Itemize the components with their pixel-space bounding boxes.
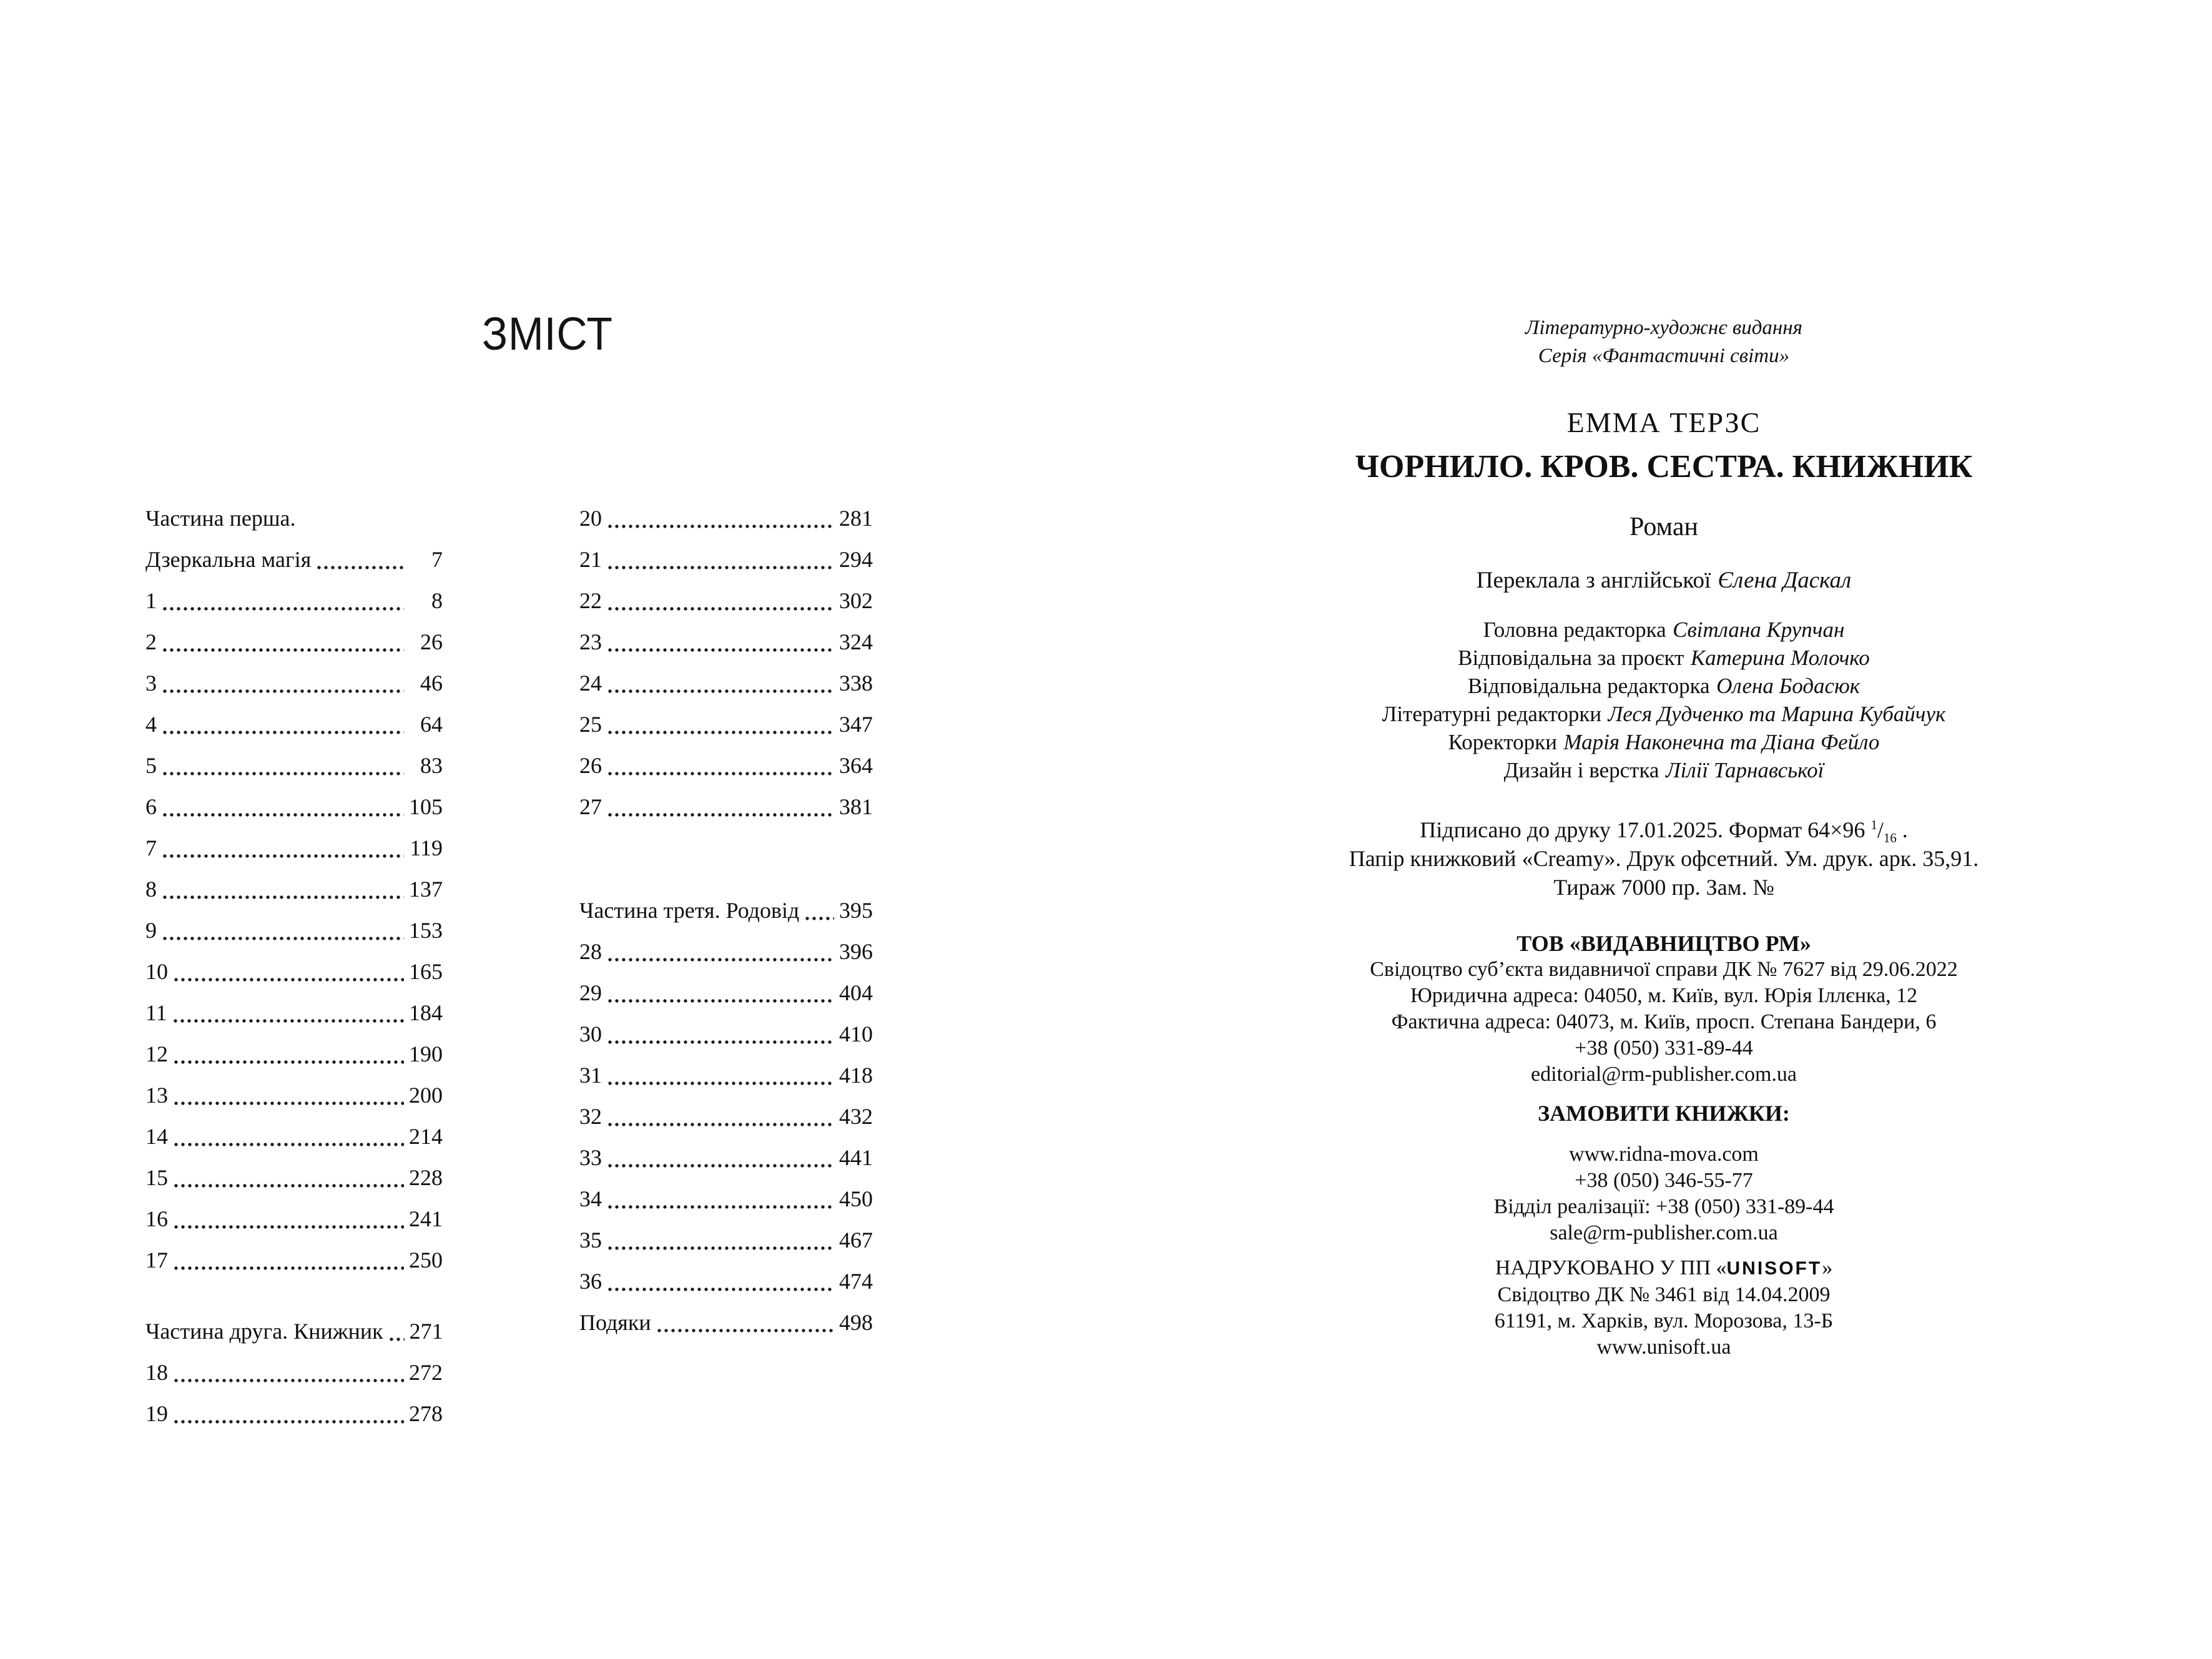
- toc-entry-label: 25: [579, 712, 602, 737]
- toc-dot-leader: [608, 689, 834, 693]
- toc-entry: [145, 498, 443, 539]
- sales-email: sale@rm-publisher.com.ua: [1550, 1221, 1778, 1244]
- credit-name: Світлана Крупчан: [1673, 618, 1845, 642]
- toc-entry: [145, 1075, 443, 1116]
- toc-entry-label: 19: [145, 1401, 168, 1426]
- credit-role: Головна редакторка: [1483, 618, 1666, 642]
- toc-dot-leader: [608, 958, 834, 962]
- toc-entry: [579, 580, 873, 621]
- order-books-heading: ЗАМОВИТИ КНИЖКИ:: [1538, 1101, 1790, 1126]
- toc-entry-page: 396: [839, 939, 873, 964]
- toc-entry-label: 14: [145, 1124, 168, 1149]
- toc-entry-label: 22: [579, 588, 602, 613]
- toc-dot-leader: [174, 1184, 404, 1188]
- publisher-legal-address: Юридична адреса: 04050, м. Київ, вул. Юрія Іллєнка, 12: [1410, 984, 1918, 1007]
- toc-entry: [145, 1311, 443, 1352]
- toc-entry-label: 30: [579, 1021, 602, 1046]
- toc-entry-page: 432: [839, 1104, 873, 1129]
- printer-line: НАДРУКОВАНО У ПП «UNISOFT»: [1495, 1256, 1833, 1279]
- credit-row: [1171, 672, 2157, 700]
- toc-entry: [145, 539, 443, 580]
- toc-dot-leader: [163, 937, 404, 940]
- toc-entry-label: 34: [579, 1186, 602, 1211]
- credit-role: Відповідальна за проєкт: [1458, 646, 1684, 670]
- translator-line: [1171, 566, 2157, 595]
- toc-dot-leader: [608, 524, 834, 528]
- toc-entry-label: 5: [145, 753, 157, 778]
- toc-entry: [579, 1137, 873, 1178]
- toc-entry: [145, 951, 443, 992]
- credits-block: [1171, 616, 2157, 784]
- toc-dot-leader: [608, 999, 834, 1003]
- toc-entry-page: 228: [409, 1165, 443, 1190]
- toc-dot-leader: [174, 1019, 404, 1023]
- toc-entry: [145, 745, 443, 786]
- toc-entry-label: 13: [145, 1083, 168, 1108]
- toc-entry-page: 105: [409, 794, 443, 819]
- printer-address: 61191, м. Харків, вул. Морозова, 13-Б: [1494, 1309, 1834, 1332]
- translator-role-label: Переклала з англійської: [1476, 568, 1711, 593]
- toc-dot-leader: [174, 1379, 404, 1382]
- toc-entry-page: 364: [839, 753, 873, 778]
- toc-entry: [579, 704, 873, 745]
- toc-dot-leader: [608, 1205, 834, 1209]
- sales-department-phone: Відділ реалізації: +38 (050) 331-89-44: [1493, 1195, 1834, 1218]
- series-line: Серія «Фантастичні світи»: [1538, 345, 1790, 367]
- toc-entry-label: 6: [145, 794, 157, 819]
- credit-role: Літературні редакторки: [1382, 702, 1602, 726]
- toc-dot-leader: [608, 566, 834, 569]
- toc-entry-label: 7: [145, 835, 157, 860]
- toc-entry: [145, 1239, 443, 1281]
- author-name: ЕММА ТЕРЗС: [1566, 406, 1761, 438]
- toc-entry-page: 347: [839, 712, 873, 737]
- order-phone: +38 (050) 346-55-77: [1575, 1169, 1753, 1192]
- toc-dot-leader: [163, 689, 404, 693]
- toc-entry-label: 29: [579, 980, 602, 1005]
- toc-dot-leader: [163, 731, 404, 734]
- toc-dot-leader: [174, 1060, 404, 1064]
- toc-entry: [579, 745, 873, 786]
- toc-dot-leader: [163, 648, 404, 652]
- toc-title: ЗМІСТ: [482, 308, 613, 360]
- toc-entry: [579, 1055, 873, 1096]
- toc-entry-label: 23: [579, 629, 602, 654]
- toc-entry-page: 281: [839, 506, 873, 531]
- toc-entry-label: 36: [579, 1269, 602, 1294]
- print-info-line-2: Папір книжковий «Creamy». Друк офсетний. Ум. друк. арк. 35,91.: [1349, 846, 1979, 871]
- toc-entry-page: 450: [839, 1186, 873, 1211]
- format-fraction-denominator: 16: [1883, 830, 1897, 846]
- toc-entry-page: 7: [431, 547, 443, 572]
- toc-entry-label: Подяки: [579, 1310, 651, 1335]
- toc-entry-page: 324: [839, 629, 873, 654]
- toc-entry: [145, 1393, 443, 1434]
- toc-entry: [579, 786, 873, 827]
- publisher-certificate: Свідоцтво суб’єкта видавничої справи ДК № 7627 від 29.06.2022: [1370, 958, 1958, 981]
- credit-row: [1171, 756, 2157, 784]
- toc-entry: [579, 972, 873, 1013]
- toc-entry-label: Дзеркальна магія: [145, 547, 312, 572]
- toc-entry-label: 3: [145, 671, 157, 696]
- toc-entry-label: 28: [579, 939, 602, 964]
- toc-entry: [579, 621, 873, 662]
- toc-entry-page: 302: [839, 588, 873, 613]
- toc-dot-leader: [608, 813, 834, 817]
- print-info-line-1: Підписано до друку 17.01.2025. Формат 64×96 $^1/_{16}$ .: [1420, 817, 1908, 846]
- toc-entry-label: 2: [145, 629, 157, 654]
- toc-column-1: [145, 498, 443, 1434]
- toc-dot-leader: [608, 1246, 834, 1250]
- toc-entry-page: 190: [409, 1041, 443, 1066]
- toc-entry-page: 418: [839, 1063, 873, 1088]
- toc-entry: [579, 1302, 873, 1343]
- toc-entry-label: Частина друга. Книжник: [145, 1319, 383, 1344]
- toc-entry-label: 33: [579, 1145, 602, 1170]
- credit-role: Відповідальна редакторка: [1467, 674, 1710, 698]
- credit-role: Дизайн і верстка: [1503, 758, 1659, 782]
- toc-entry: [579, 662, 873, 704]
- toc-entry-label: Частина перша.: [145, 506, 296, 531]
- toc-entry-page: 404: [839, 980, 873, 1005]
- toc-dot-leader: [608, 1164, 834, 1168]
- publisher-phone: +38 (050) 331-89-44: [1575, 1036, 1753, 1060]
- credit-name: Олена Бодасюк: [1716, 674, 1861, 698]
- toc-entry-label: 11: [145, 1000, 167, 1025]
- toc-entry-page: 8: [431, 588, 443, 613]
- toc-entry-label: 15: [145, 1165, 168, 1190]
- toc-dot-leader: [163, 895, 404, 899]
- toc-dot-leader: [317, 566, 404, 569]
- print-info-line-3: Тираж 7000 пр. Зам. №: [1553, 875, 1774, 900]
- toc-entry-label: 27: [579, 794, 602, 819]
- edition-type-line: Літературно-художнє видання: [1525, 317, 1802, 339]
- toc-entry-page: 338: [839, 671, 873, 696]
- toc-entry-label: 12: [145, 1041, 168, 1066]
- toc-entry-page: 165: [409, 959, 443, 984]
- book-title: ЧОРНИЛО. КРОВ. СЕСТРА. КНИЖНИК: [1355, 449, 1973, 485]
- toc-entry-page: 250: [409, 1248, 443, 1273]
- publisher-name: ТОВ «ВИДАВНИЦТВО РМ»: [1516, 931, 1811, 956]
- toc-entry-page: 278: [409, 1401, 443, 1426]
- toc-entry-label: 10: [145, 959, 168, 984]
- format-fraction-slash: /: [1877, 817, 1884, 842]
- credit-row: [1171, 616, 2157, 644]
- toc-entry-page: 184: [409, 1000, 443, 1025]
- toc-dot-leader: [608, 1040, 834, 1044]
- toc-entry: [145, 992, 443, 1033]
- toc-entry: [579, 1096, 873, 1137]
- toc-entry-label: 20: [579, 506, 602, 531]
- printer-brand: UNISOFT: [1726, 1258, 1822, 1279]
- toc-entry-page: 119: [410, 835, 443, 860]
- toc-dot-leader: [163, 813, 404, 817]
- toc-entry-page: 46: [420, 671, 443, 696]
- toc-entry-page: 498: [839, 1310, 873, 1335]
- edition-block: [1171, 314, 2157, 370]
- toc-entry-page: 410: [839, 1021, 873, 1046]
- toc-dot-leader: [608, 731, 834, 734]
- toc-entry-page: 137: [409, 877, 443, 902]
- toc-dot-leader: [163, 607, 404, 611]
- toc-entry-label: 21: [579, 547, 602, 572]
- toc-entry: [145, 786, 443, 827]
- toc-entry: [579, 1219, 873, 1261]
- toc-dot-leader: [163, 854, 404, 858]
- toc-entry-page: 26: [420, 629, 443, 654]
- publisher-actual-address: Фактична адреса: 04073, м. Київ, просп. Степана Бандери, 6: [1391, 1010, 1937, 1033]
- toc-entry: [579, 1261, 873, 1302]
- toc-entry-label: 9: [145, 918, 157, 943]
- toc-entry-label: Частина третя. Родовід: [579, 898, 800, 923]
- toc-entry-page: 467: [839, 1228, 873, 1253]
- toc-dot-leader: [174, 1143, 404, 1146]
- toc-dot-leader: [174, 1266, 404, 1270]
- toc-entry: [579, 1013, 873, 1055]
- toc-dot-leader: [657, 1329, 834, 1332]
- toc-dot-leader: [174, 1101, 404, 1105]
- format-fraction-numerator: 1: [1870, 817, 1877, 832]
- publisher-block: [1171, 930, 2157, 1088]
- credit-row: [1171, 644, 2157, 672]
- colophon-page: [1171, 314, 2157, 1361]
- toc-entry-label: 24: [579, 671, 602, 696]
- toc-entry: [579, 498, 873, 539]
- toc-entry-label: 4: [145, 712, 157, 737]
- toc-dot-leader: [174, 1225, 404, 1229]
- toc-entry-page: 474: [839, 1269, 873, 1294]
- toc-entry: [145, 1033, 443, 1075]
- toc-entry: [145, 580, 443, 621]
- toc-entry: [145, 621, 443, 662]
- order-website: www.ridna-mova.com: [1569, 1143, 1759, 1166]
- toc-entry: [145, 827, 443, 869]
- toc-dot-leader: [390, 1337, 405, 1341]
- toc-entry-label: 17: [145, 1248, 168, 1273]
- toc-entry: [145, 869, 443, 910]
- toc-entry: [145, 1157, 443, 1198]
- toc-entry: [145, 1116, 443, 1157]
- toc-entry-page: 64: [420, 712, 443, 737]
- toc-entry: [579, 931, 873, 972]
- printer-block: [1171, 1255, 2157, 1361]
- toc-entry-page: 153: [409, 918, 443, 943]
- toc-dot-leader: [608, 648, 834, 652]
- toc-entry-page: 441: [839, 1145, 873, 1170]
- toc-dot-leader: [608, 1287, 834, 1291]
- credit-name: Марія Наконечна та Діана Фейло: [1563, 730, 1880, 754]
- toc-dot-leader: [608, 607, 834, 611]
- credit-name: Катерина Молочко: [1690, 646, 1870, 670]
- toc-entry-label: 26: [579, 753, 602, 778]
- toc-dot-leader: [163, 772, 404, 775]
- toc-entry-label: 16: [145, 1206, 168, 1231]
- toc-entry-page: 395: [839, 898, 873, 923]
- toc-entry: [145, 662, 443, 704]
- toc-entry-label: 8: [145, 877, 157, 902]
- toc-entry-label: 35: [579, 1228, 602, 1253]
- print-info-block: [1171, 815, 2157, 902]
- publisher-email: editorial@rm-publisher.com.ua: [1531, 1063, 1797, 1086]
- credit-name: Лілії Тарнавської: [1665, 758, 1824, 782]
- toc-entry-page: 214: [409, 1124, 443, 1149]
- toc-entry-label: 18: [145, 1360, 168, 1385]
- toc-entry: [145, 704, 443, 745]
- toc-dot-leader: [805, 917, 834, 920]
- toc-entry: [145, 1352, 443, 1393]
- printer-certificate: Свідоцтво ДК № 3461 від 14.04.2009: [1497, 1283, 1831, 1306]
- toc-column-2: [579, 498, 873, 1343]
- toc-dot-leader: [174, 978, 404, 982]
- printer-website: www.unisoft.ua: [1596, 1336, 1731, 1359]
- toc-dot-leader: [608, 1081, 834, 1085]
- credit-role: Коректорки: [1448, 730, 1557, 754]
- credit-row: [1171, 728, 2157, 756]
- order-block: [1171, 1141, 2157, 1246]
- translator-name: Єлена Даскал: [1718, 568, 1852, 593]
- credit-row: [1171, 700, 2157, 728]
- genre-label: Роман: [1630, 513, 1698, 541]
- toc-entry-label: 1: [145, 588, 157, 613]
- toc-entry-page: 272: [409, 1360, 443, 1385]
- toc-entry-label: 31: [579, 1063, 602, 1088]
- toc-entry: [579, 1178, 873, 1219]
- toc-entry: [579, 539, 873, 580]
- toc-entry-page: 241: [409, 1206, 443, 1231]
- toc-entry-page: 381: [839, 794, 873, 819]
- toc-dot-leader: [608, 772, 834, 775]
- toc-entry-page: 294: [839, 547, 873, 572]
- toc-entry-page: 83: [420, 753, 443, 778]
- toc-dot-leader: [608, 1123, 834, 1126]
- toc-entry: [145, 910, 443, 951]
- credit-name: Леся Дудченко та Марина Кубайчук: [1608, 702, 1946, 726]
- toc-dot-leader: [174, 1420, 404, 1424]
- toc-entry-label: 32: [579, 1104, 602, 1129]
- toc-entry: [579, 890, 873, 931]
- toc-entry-page: 271: [409, 1319, 443, 1344]
- toc-entry-page: 200: [409, 1083, 443, 1108]
- toc-entry: [145, 1198, 443, 1239]
